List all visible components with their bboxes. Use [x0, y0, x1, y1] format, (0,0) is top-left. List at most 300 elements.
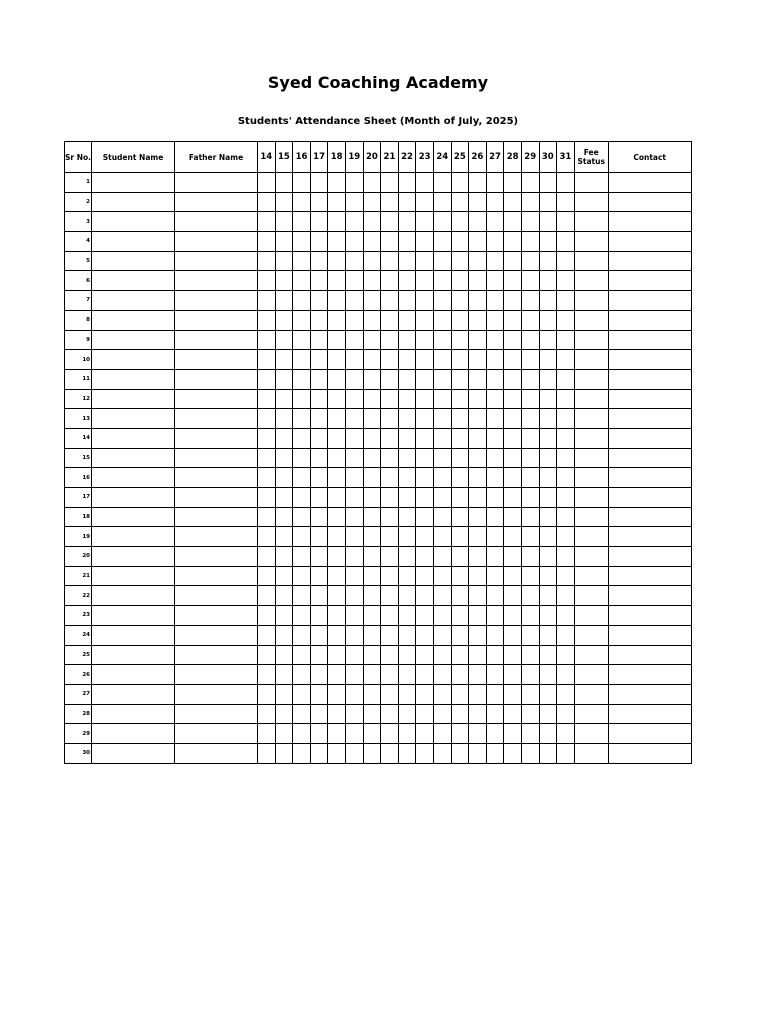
attendance-cell — [416, 625, 434, 645]
attendance-cell — [381, 586, 399, 606]
father-name-cell — [175, 586, 258, 606]
attendance-cell — [381, 625, 399, 645]
header-fee-status: Fee Status — [574, 142, 608, 173]
sr-no-cell: 13 — [65, 409, 92, 429]
attendance-cell — [275, 192, 293, 212]
header-day: 23 — [416, 142, 434, 173]
attendance-cell — [504, 291, 522, 311]
attendance-cell — [521, 232, 539, 252]
attendance-cell — [557, 665, 575, 685]
fee-status-cell — [574, 448, 608, 468]
attendance-cell — [293, 428, 311, 448]
attendance-cell — [310, 291, 328, 311]
attendance-cell — [469, 212, 487, 232]
attendance-cell — [521, 586, 539, 606]
attendance-cell — [398, 369, 416, 389]
attendance-cell — [557, 743, 575, 763]
attendance-cell — [469, 448, 487, 468]
attendance-cell — [293, 173, 311, 193]
attendance-cell — [293, 743, 311, 763]
attendance-cell — [416, 448, 434, 468]
attendance-cell — [451, 310, 469, 330]
attendance-cell — [328, 389, 346, 409]
attendance-cell — [469, 428, 487, 448]
attendance-cell — [521, 271, 539, 291]
attendance-cell — [345, 507, 363, 527]
attendance-cell — [557, 310, 575, 330]
father-name-cell — [175, 566, 258, 586]
table-row — [65, 743, 692, 763]
attendance-cell — [310, 645, 328, 665]
attendance-cell — [363, 271, 381, 291]
sr-no-cell: 16 — [65, 468, 92, 488]
attendance-cell — [469, 684, 487, 704]
attendance-cell — [486, 271, 504, 291]
attendance-cell — [381, 665, 399, 685]
contact-cell — [608, 586, 691, 606]
attendance-cell — [363, 606, 381, 626]
father-name-cell — [175, 389, 258, 409]
table-row — [65, 704, 692, 724]
attendance-cell — [416, 665, 434, 685]
attendance-cell — [363, 684, 381, 704]
contact-cell — [608, 507, 691, 527]
attendance-cell — [398, 488, 416, 508]
student-name-cell — [92, 428, 175, 448]
sr-no-cell: 29 — [65, 724, 92, 744]
table-row — [65, 389, 692, 409]
attendance-cell — [398, 743, 416, 763]
attendance-cell — [416, 684, 434, 704]
contact-cell — [608, 547, 691, 567]
attendance-cell — [451, 665, 469, 685]
attendance-cell — [451, 468, 469, 488]
attendance-cell — [416, 369, 434, 389]
table-row — [65, 547, 692, 567]
attendance-cell — [416, 704, 434, 724]
attendance-cell — [293, 350, 311, 370]
attendance-cell — [293, 468, 311, 488]
fee-status-cell — [574, 350, 608, 370]
attendance-cell — [258, 527, 276, 547]
attendance-table — [64, 141, 692, 764]
header-day: 17 — [310, 142, 328, 173]
attendance-cell — [469, 409, 487, 429]
attendance-cell — [486, 468, 504, 488]
attendance-cell — [416, 606, 434, 626]
attendance-cell — [363, 350, 381, 370]
attendance-cell — [381, 232, 399, 252]
contact-cell — [608, 409, 691, 429]
attendance-cell — [539, 724, 557, 744]
student-name-cell — [92, 212, 175, 232]
attendance-cell — [258, 684, 276, 704]
header-student-name: Student Name — [92, 142, 175, 173]
attendance-cell — [258, 704, 276, 724]
attendance-cell — [310, 724, 328, 744]
page-title: Syed Coaching Academy — [267, 73, 489, 92]
attendance-cell — [310, 586, 328, 606]
attendance-cell — [469, 330, 487, 350]
attendance-cell — [398, 271, 416, 291]
attendance-cell — [486, 547, 504, 567]
attendance-cell — [486, 251, 504, 271]
attendance-cell — [398, 586, 416, 606]
father-name-cell — [175, 271, 258, 291]
attendance-cell — [363, 409, 381, 429]
table-row — [65, 448, 692, 468]
attendance-cell — [293, 389, 311, 409]
attendance-cell — [275, 389, 293, 409]
attendance-cell — [258, 173, 276, 193]
attendance-cell — [310, 566, 328, 586]
attendance-cell — [345, 271, 363, 291]
attendance-cell — [345, 665, 363, 685]
attendance-cell — [363, 507, 381, 527]
attendance-cell — [398, 684, 416, 704]
attendance-cell — [363, 468, 381, 488]
attendance-cell — [328, 271, 346, 291]
attendance-cell — [310, 625, 328, 645]
attendance-cell — [275, 212, 293, 232]
sr-no-cell: 28 — [65, 704, 92, 724]
student-name-cell — [92, 665, 175, 685]
attendance-cell — [539, 527, 557, 547]
student-name-cell — [92, 251, 175, 271]
student-name-cell — [92, 566, 175, 586]
attendance-cell — [328, 724, 346, 744]
attendance-cell — [433, 173, 451, 193]
attendance-cell — [416, 527, 434, 547]
attendance-cell — [328, 173, 346, 193]
attendance-cell — [504, 743, 522, 763]
attendance-cell — [486, 173, 504, 193]
attendance-cell — [328, 645, 346, 665]
attendance-cell — [557, 192, 575, 212]
table-row — [65, 566, 692, 586]
attendance-cell — [539, 645, 557, 665]
contact-cell — [608, 330, 691, 350]
attendance-cell — [486, 330, 504, 350]
attendance-cell — [451, 743, 469, 763]
header-day: 25 — [451, 142, 469, 173]
attendance-cell — [398, 527, 416, 547]
attendance-cell — [416, 192, 434, 212]
attendance-cell — [469, 547, 487, 567]
attendance-cell — [398, 291, 416, 311]
attendance-cell — [539, 468, 557, 488]
attendance-cell — [469, 291, 487, 311]
attendance-cell — [398, 645, 416, 665]
attendance-cell — [381, 527, 399, 547]
attendance-cell — [433, 468, 451, 488]
attendance-cell — [451, 507, 469, 527]
father-name-cell — [175, 743, 258, 763]
attendance-cell — [293, 310, 311, 330]
table-row — [65, 330, 692, 350]
header-day: 27 — [486, 142, 504, 173]
attendance-cell — [345, 547, 363, 567]
student-name-cell — [92, 704, 175, 724]
attendance-cell — [398, 409, 416, 429]
table-row — [65, 684, 692, 704]
attendance-cell — [258, 192, 276, 212]
attendance-cell — [557, 704, 575, 724]
attendance-cell — [293, 606, 311, 626]
attendance-cell — [328, 448, 346, 468]
attendance-cell — [381, 606, 399, 626]
contact-cell — [608, 173, 691, 193]
attendance-cell — [328, 409, 346, 429]
attendance-cell — [328, 310, 346, 330]
attendance-cell — [345, 684, 363, 704]
attendance-cell — [275, 271, 293, 291]
attendance-cell — [293, 271, 311, 291]
attendance-cell — [345, 606, 363, 626]
attendance-cell — [539, 192, 557, 212]
attendance-cell — [469, 606, 487, 626]
attendance-cell — [275, 251, 293, 271]
table-row — [65, 468, 692, 488]
attendance-cell — [381, 330, 399, 350]
attendance-cell — [328, 507, 346, 527]
attendance-cell — [363, 704, 381, 724]
attendance-cell — [381, 291, 399, 311]
attendance-cell — [433, 724, 451, 744]
attendance-cell — [486, 291, 504, 311]
attendance-cell — [310, 389, 328, 409]
attendance-cell — [416, 468, 434, 488]
attendance-cell — [293, 212, 311, 232]
attendance-cell — [275, 409, 293, 429]
attendance-cell — [275, 606, 293, 626]
attendance-cell — [293, 684, 311, 704]
table-row — [65, 488, 692, 508]
attendance-cell — [275, 369, 293, 389]
attendance-cell — [258, 428, 276, 448]
attendance-cell — [539, 507, 557, 527]
student-name-cell — [92, 625, 175, 645]
father-name-cell — [175, 488, 258, 508]
attendance-cell — [310, 448, 328, 468]
attendance-cell — [345, 468, 363, 488]
attendance-cell — [381, 350, 399, 370]
father-name-cell — [175, 547, 258, 567]
attendance-cell — [433, 389, 451, 409]
attendance-cell — [293, 232, 311, 252]
fee-status-cell — [574, 409, 608, 429]
attendance-cell — [557, 389, 575, 409]
attendance-cell — [275, 743, 293, 763]
attendance-cell — [433, 291, 451, 311]
contact-cell — [608, 192, 691, 212]
attendance-cell — [258, 468, 276, 488]
student-name-cell — [92, 547, 175, 567]
attendance-cell — [504, 409, 522, 429]
contact-cell — [608, 704, 691, 724]
attendance-cell — [433, 428, 451, 448]
fee-status-cell — [574, 743, 608, 763]
attendance-cell — [293, 645, 311, 665]
attendance-cell — [398, 330, 416, 350]
attendance-cell — [328, 291, 346, 311]
attendance-cell — [310, 527, 328, 547]
student-name-cell — [92, 409, 175, 429]
contact-cell — [608, 448, 691, 468]
attendance-cell — [451, 212, 469, 232]
attendance-cell — [310, 192, 328, 212]
father-name-cell — [175, 606, 258, 626]
attendance-cell — [486, 507, 504, 527]
attendance-cell — [521, 704, 539, 724]
table-row — [65, 232, 692, 252]
attendance-cell — [469, 251, 487, 271]
attendance-cell — [416, 645, 434, 665]
attendance-cell — [433, 330, 451, 350]
attendance-cell — [293, 586, 311, 606]
sr-no-cell: 11 — [65, 369, 92, 389]
attendance-cell — [504, 527, 522, 547]
attendance-cell — [345, 743, 363, 763]
attendance-cell — [275, 704, 293, 724]
attendance-cell — [275, 625, 293, 645]
contact-cell — [608, 212, 691, 232]
attendance-cell — [310, 547, 328, 567]
attendance-cell — [275, 645, 293, 665]
attendance-cell — [451, 409, 469, 429]
table-row — [65, 212, 692, 232]
attendance-cell — [504, 566, 522, 586]
attendance-cell — [363, 389, 381, 409]
attendance-cell — [451, 271, 469, 291]
attendance-cell — [451, 428, 469, 448]
table-row — [65, 369, 692, 389]
attendance-cell — [258, 232, 276, 252]
attendance-cell — [345, 389, 363, 409]
attendance-cell — [451, 566, 469, 586]
attendance-cell — [504, 251, 522, 271]
student-name-cell — [92, 350, 175, 370]
attendance-cell — [310, 665, 328, 685]
attendance-cell — [486, 369, 504, 389]
attendance-cell — [381, 566, 399, 586]
attendance-cell — [310, 507, 328, 527]
attendance-cell — [504, 724, 522, 744]
attendance-cell — [363, 724, 381, 744]
fee-status-cell — [574, 310, 608, 330]
sr-no-cell: 12 — [65, 389, 92, 409]
attendance-cell — [504, 389, 522, 409]
attendance-cell — [381, 704, 399, 724]
attendance-cell — [521, 606, 539, 626]
attendance-cell — [258, 448, 276, 468]
father-name-cell — [175, 330, 258, 350]
attendance-cell — [363, 369, 381, 389]
attendance-cell — [293, 547, 311, 567]
student-name-cell — [92, 468, 175, 488]
attendance-cell — [275, 173, 293, 193]
attendance-cell — [469, 488, 487, 508]
fee-status-cell — [574, 665, 608, 685]
attendance-cell — [486, 448, 504, 468]
attendance-cell — [293, 369, 311, 389]
attendance-cell — [328, 350, 346, 370]
fee-status-cell — [574, 468, 608, 488]
attendance-cell — [469, 192, 487, 212]
attendance-cell — [557, 586, 575, 606]
attendance-cell — [275, 310, 293, 330]
header-contact: Contact — [608, 142, 691, 173]
attendance-cell — [486, 606, 504, 626]
attendance-cell — [293, 527, 311, 547]
attendance-cell — [521, 684, 539, 704]
attendance-cell — [521, 527, 539, 547]
attendance-cell — [521, 212, 539, 232]
attendance-cell — [275, 232, 293, 252]
father-name-cell — [175, 625, 258, 645]
attendance-cell — [557, 232, 575, 252]
header-day: 28 — [504, 142, 522, 173]
attendance-cell — [504, 625, 522, 645]
fee-status-cell — [574, 232, 608, 252]
attendance-cell — [521, 625, 539, 645]
attendance-cell — [539, 606, 557, 626]
attendance-cell — [345, 192, 363, 212]
attendance-cell — [521, 350, 539, 370]
attendance-cell — [258, 488, 276, 508]
attendance-cell — [293, 724, 311, 744]
attendance-cell — [433, 212, 451, 232]
attendance-cell — [398, 507, 416, 527]
attendance-cell — [363, 743, 381, 763]
attendance-cell — [345, 724, 363, 744]
attendance-cell — [557, 488, 575, 508]
attendance-cell — [381, 428, 399, 448]
attendance-cell — [293, 251, 311, 271]
attendance-cell — [451, 173, 469, 193]
father-name-cell — [175, 192, 258, 212]
contact-cell — [608, 291, 691, 311]
attendance-cell — [416, 428, 434, 448]
attendance-cell — [504, 586, 522, 606]
fee-status-cell — [574, 192, 608, 212]
attendance-cell — [293, 448, 311, 468]
attendance-cell — [469, 586, 487, 606]
attendance-cell — [433, 310, 451, 330]
attendance-cell — [275, 527, 293, 547]
attendance-cell — [293, 291, 311, 311]
attendance-cell — [504, 192, 522, 212]
attendance-cell — [398, 547, 416, 567]
attendance-cell — [521, 310, 539, 330]
attendance-cell — [363, 645, 381, 665]
father-name-cell — [175, 310, 258, 330]
attendance-cell — [398, 448, 416, 468]
attendance-cell — [381, 389, 399, 409]
attendance-cell — [381, 192, 399, 212]
sr-no-cell: 20 — [65, 547, 92, 567]
attendance-cell — [328, 330, 346, 350]
attendance-cell — [310, 173, 328, 193]
sr-no-cell: 4 — [65, 232, 92, 252]
attendance-cell — [486, 409, 504, 429]
attendance-cell — [310, 350, 328, 370]
attendance-cell — [451, 488, 469, 508]
attendance-cell — [275, 566, 293, 586]
attendance-cell — [416, 330, 434, 350]
attendance-cell — [433, 527, 451, 547]
fee-status-cell — [574, 291, 608, 311]
